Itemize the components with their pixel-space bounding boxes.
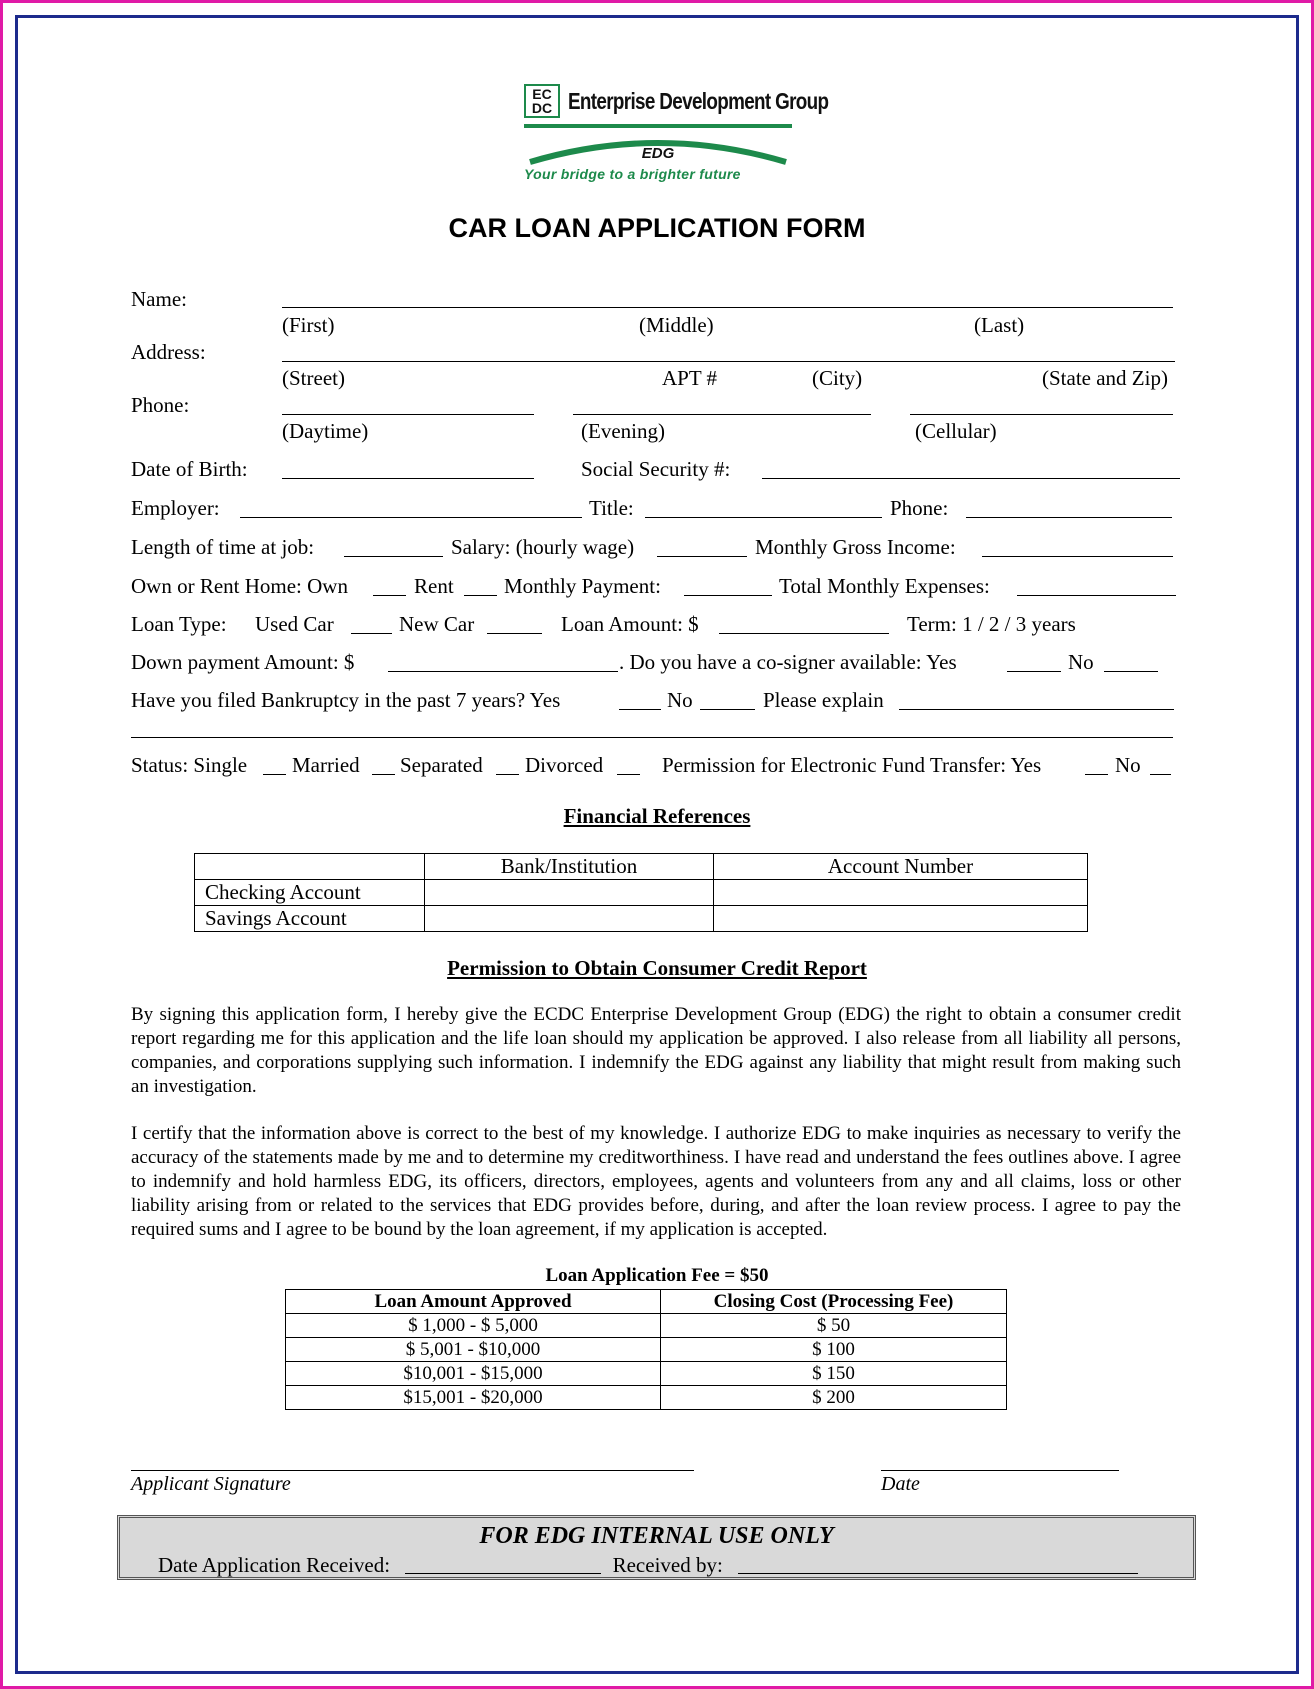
used-car-line[interactable]	[351, 633, 392, 634]
explain-continuation-line[interactable]	[131, 737, 1173, 738]
internal-use-box	[117, 1515, 1196, 1580]
table-row	[195, 880, 1088, 906]
applicant-signature-line[interactable]	[131, 1470, 694, 1471]
rent-label: Rent	[414, 574, 454, 598]
table-row	[286, 1314, 1007, 1338]
employer-input-line[interactable]	[240, 517, 582, 518]
married-label: Married	[292, 753, 360, 777]
phone-evening-line[interactable]	[573, 414, 871, 415]
table-cell: $ 50	[661, 1314, 1007, 1338]
monthly-payment-line[interactable]	[684, 595, 772, 596]
explain-line[interactable]	[899, 709, 1174, 710]
name-input-line[interactable]	[282, 307, 1173, 308]
table-header-cell	[195, 854, 425, 880]
salary-line[interactable]	[657, 556, 747, 557]
table-cell: Savings Account	[195, 906, 425, 932]
own-rent-label: Own or Rent Home: Own	[131, 574, 348, 598]
last-caption: (Last)	[974, 313, 1025, 337]
financial-references-heading	[0, 804, 1314, 829]
credit-report-heading	[0, 956, 1314, 981]
employer-phone-line[interactable]	[966, 517, 1172, 518]
title-input-line[interactable]	[645, 517, 882, 518]
explain-label: Please explain	[763, 688, 884, 712]
table-header-cell: Bank/Institution	[425, 854, 714, 880]
table-cell: $ 100	[661, 1338, 1007, 1362]
applicant-signature-label: Applicant Signature	[131, 1473, 291, 1495]
page-title: CAR LOAN APPLICATION FORM	[448, 213, 866, 243]
internal-use-row	[158, 1553, 1138, 1578]
single-line[interactable]	[263, 774, 286, 775]
salary-label: Salary: (hourly wage)	[451, 535, 635, 559]
gross-income-line[interactable]	[982, 556, 1173, 557]
table-row	[286, 1290, 1007, 1314]
eft-no-line[interactable]	[1150, 774, 1171, 775]
daytime-caption: (Daytime)	[282, 419, 369, 443]
table-row	[286, 1386, 1007, 1410]
table-cell: $ 5,001 - $10,000	[286, 1338, 661, 1362]
eft-label: Permission for Electronic Fund Transfer: Yes	[662, 753, 1042, 777]
cellular-caption: (Cellular)	[915, 419, 997, 443]
length-job-label: Length of time at job:	[131, 535, 315, 559]
status-label: Status: Single	[131, 753, 248, 777]
cosigner-no-line[interactable]	[1104, 671, 1158, 672]
eft-yes-line[interactable]	[1085, 774, 1108, 775]
total-expenses-label: Total Monthly Expenses:	[779, 574, 990, 598]
table-row	[286, 1338, 1007, 1362]
credit-report-paragraph: By signing this application form, I hereby give the ECDC Enterprise Development Group (EDG) the right to obtain a consumer credit report regarding me for this application and the life loan should my application be approved. I also release from all liability all persons, companies, and corporations supplying such information. I indemnify the EDG against any liability that might result from making such an investigation.	[131, 1004, 1181, 1097]
own-line[interactable]	[373, 595, 406, 596]
table-cell: $15,001 - $20,000	[286, 1386, 661, 1410]
dob-input-line[interactable]	[282, 478, 534, 479]
savings-account-number-cell[interactable]	[714, 906, 1088, 932]
logo-org-name: Enterprise Development Group	[568, 88, 829, 114]
received-by-line[interactable]	[738, 1573, 1138, 1574]
length-job-line[interactable]	[344, 556, 443, 557]
new-car-line[interactable]	[487, 633, 542, 634]
table-row	[195, 906, 1088, 932]
down-payment-line[interactable]	[388, 671, 618, 672]
date-received-line[interactable]	[405, 1573, 601, 1574]
received-by-label: Received by:	[612, 1553, 723, 1577]
table-cell: Checking Account	[195, 880, 425, 906]
used-car-label: Used Car	[255, 612, 334, 636]
apt-caption: APT #	[662, 366, 718, 390]
separated-label: Separated	[400, 753, 483, 777]
total-expenses-line[interactable]	[1017, 595, 1176, 596]
cosigner-label: . Do you have a co-signer available: Yes	[619, 650, 957, 674]
city-caption: (City)	[812, 366, 863, 390]
phone-daytime-line[interactable]	[282, 414, 534, 415]
loan-amount-label: Loan Amount: $	[561, 612, 699, 636]
table-header-cell: Closing Cost (Processing Fee)	[661, 1290, 1007, 1314]
street-caption: (Street)	[282, 366, 345, 390]
table-cell: $ 200	[661, 1386, 1007, 1410]
divorced-label: Divorced	[525, 753, 604, 777]
state-zip-caption: (State and Zip)	[1042, 366, 1168, 390]
middle-caption: (Middle)	[639, 313, 714, 337]
eft-no-label: No	[1115, 753, 1141, 777]
cosigner-no-label: No	[1068, 650, 1094, 674]
new-car-label: New Car	[399, 612, 475, 636]
date-label: Date	[881, 1473, 920, 1495]
bankruptcy-yes-line[interactable]	[619, 709, 661, 710]
date-line[interactable]	[881, 1470, 1119, 1471]
credit-report-heading-text: Permission to Obtain Consumer Credit Report	[447, 956, 867, 980]
divorced-line[interactable]	[617, 774, 640, 775]
name-label: Name:	[131, 287, 187, 311]
logo-rule	[524, 124, 792, 128]
evening-caption: (Evening)	[581, 419, 665, 443]
savings-bank-cell[interactable]	[425, 906, 714, 932]
employer-label: Employer:	[131, 496, 220, 520]
date-received-label: Date Application Received:	[158, 1553, 391, 1577]
address-label: Address:	[131, 340, 206, 364]
financial-references-heading-text: Financial References	[563, 804, 751, 828]
title-label: Title:	[589, 496, 634, 520]
cosigner-yes-line[interactable]	[1007, 671, 1061, 672]
ecdc-mark-bottom: DC	[531, 100, 553, 116]
ssn-input-line[interactable]	[762, 478, 1180, 479]
bankruptcy-no-label: No	[667, 688, 693, 712]
phone-label: Phone:	[131, 393, 190, 417]
table-row	[195, 854, 1088, 880]
gross-income-label: Monthly Gross Income:	[755, 535, 956, 559]
checking-account-number-cell[interactable]	[714, 880, 1088, 906]
logo-tagline: Your bridge to a brighter future	[524, 166, 741, 182]
loan-amount-line[interactable]	[719, 633, 889, 634]
table-cell: $10,001 - $15,000	[286, 1362, 661, 1386]
table-header-cell: Loan Amount Approved	[286, 1290, 661, 1314]
logo-abbr: EDG	[641, 145, 675, 162]
bankruptcy-label: Have you filed Bankruptcy in the past 7 years? Yes	[131, 688, 561, 712]
address-input-line[interactable]	[282, 361, 1175, 362]
certification-paragraph: I certify that the information above is correct to the best of my knowledge. I authorize EDG to make inquiries as necessary to verify the accuracy of the statements made by me and to determine my creditworthiness. I have read and understand the fees outlines above. I agree to indemnify and hold harmless EDG, its officers, directors, employees, agents and volunteers from any and all claims, loss or other liability arising from or related to the services that EDG provides before, during, and after the loan review process. I agree to pay the required sums and I agree to be bound by the loan agreement, if my application is accepted.	[131, 1123, 1181, 1240]
term-label: Term: 1 / 2 / 3 years	[907, 612, 1076, 636]
bankruptcy-no-line[interactable]	[700, 709, 755, 710]
employer-phone-label: Phone:	[890, 496, 949, 520]
fee-table	[285, 1289, 1007, 1410]
rent-line[interactable]	[464, 595, 497, 596]
phone-cellular-line[interactable]	[910, 414, 1173, 415]
fee-title: Loan Application Fee = $50	[545, 1265, 769, 1286]
table-row	[286, 1362, 1007, 1386]
married-line[interactable]	[372, 774, 395, 775]
internal-use-title: FOR EDG INTERNAL USE ONLY	[479, 1523, 834, 1549]
ecdc-mark-top: EC	[532, 86, 552, 102]
ecdc-mark	[524, 84, 560, 118]
separated-line[interactable]	[496, 774, 519, 775]
dob-label: Date of Birth:	[131, 457, 248, 481]
table-cell: $ 150	[661, 1362, 1007, 1386]
table-header-cell: Account Number	[714, 854, 1088, 880]
table-cell: $ 1,000 - $ 5,000	[286, 1314, 661, 1338]
monthly-payment-label: Monthly Payment:	[504, 574, 661, 598]
checking-bank-cell[interactable]	[425, 880, 714, 906]
first-caption: (First)	[282, 313, 335, 337]
ssn-label: Social Security #:	[581, 457, 731, 481]
financial-references-table	[194, 853, 1088, 932]
edg-logo	[522, 80, 829, 190]
loan-type-label: Loan Type:	[131, 612, 227, 636]
down-payment-label: Down payment Amount: $	[131, 650, 355, 674]
